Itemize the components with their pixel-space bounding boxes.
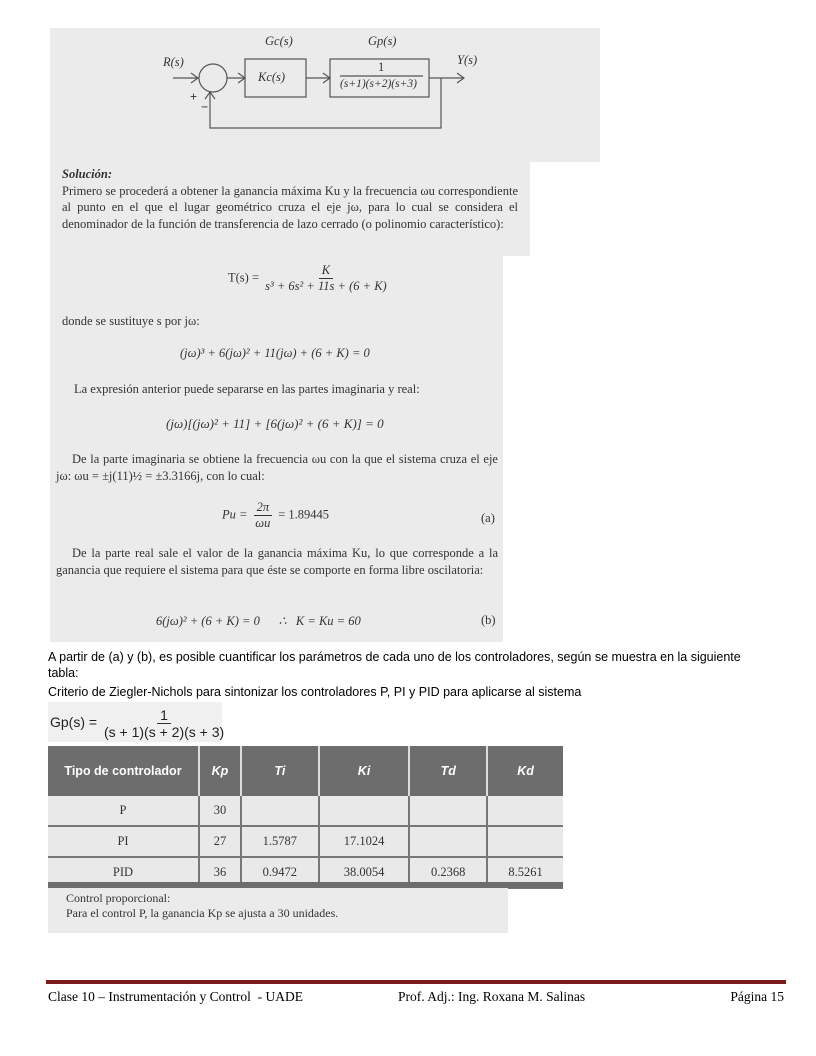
equation-substitution: (jω)³ + 6(jω)² + 11(jω) + (6 + K) = 0	[180, 346, 370, 360]
ziegler-nichols-table	[48, 746, 563, 889]
solution-paragraph-1: Primero se procederá a obtener la ganancia máxima Ku y la frecuencia ωu correspondiente al punto en el que el lugar geométrico cruza el eje jω, para lo cual se considera el denominador de la función de transferencia de lazo cerrado (o polinomio característico):	[62, 183, 518, 231]
cell	[487, 796, 563, 826]
body-paragraph-2: Criterio de Ziegler-Nichols para sintonizar los controladores P, PI y PID para aplicarse al sistema	[48, 685, 582, 699]
header-kd: Kd	[487, 746, 563, 796]
header-kp: Kp	[199, 746, 241, 796]
gp-denominator: (s + 1)(s + 2)(s + 3)	[103, 724, 225, 740]
footer-left: Clase 10 – Instrumentación y Control - UADE	[48, 989, 303, 1004]
cell: 30	[199, 796, 241, 826]
eq-denominator: s³ + 6s² + 11s + (6 + K)	[265, 279, 387, 293]
plant-denominator: (s+1)(s+2)(s+3)	[340, 78, 417, 90]
gp-numerator: 1	[157, 707, 171, 724]
header-ki: Ki	[319, 746, 410, 796]
cell	[319, 796, 410, 826]
cell	[241, 796, 319, 826]
minus-sign: −	[201, 100, 209, 114]
solution-text	[62, 166, 518, 232]
cell: 0.9472	[241, 857, 319, 888]
gp-lhs: Gp(s) =	[50, 714, 98, 731]
gp-formula	[48, 702, 225, 742]
cell: PID	[48, 857, 199, 888]
equation-b: 6(jω)² + (6 + K) = 0 ∴ K = Ku = 60	[156, 614, 361, 628]
solution-paragraph-5: De la parte real sale el valor de la ganancia máxima Ku, lo que corresponde a la ganancia que requiere el sistema para que éste se comporte en forma libre oscilatoria:	[56, 546, 498, 577]
equation-a-tag: (a)	[481, 511, 495, 525]
eq-a-rhs: = 1.89445	[278, 507, 330, 522]
cell: 27	[199, 826, 241, 857]
cell	[409, 826, 487, 857]
eq-numerator: K	[319, 263, 333, 279]
body-paragraph-1: A partir de (a) y (b), es posible cuantificar los parámetros de cada uno de los controladores, según se muestra en la siguiente tabla:	[48, 650, 741, 680]
table-header-row	[48, 746, 563, 796]
plus-sign: +	[190, 90, 198, 104]
header-td: Td	[409, 746, 487, 796]
block-diagram-drawing	[50, 28, 600, 162]
solution-paragraph-4: De la parte imaginaria se obtiene la frecuencia ωu con la que el sistema cruza el eje jω: ωu = ±j(11)½ = ±3.3166j, con lo cual:	[56, 452, 498, 483]
table-row	[48, 796, 563, 826]
cell: 38.0054	[319, 857, 410, 888]
eq-a-lhs: Pu =	[222, 507, 248, 522]
eq-a-numerator: 2π	[254, 500, 273, 516]
solution-heading: Solución:	[62, 167, 113, 181]
eq-a-denominator: ωu	[255, 516, 271, 530]
cell: 0.2368	[409, 857, 487, 888]
table-row	[48, 826, 563, 857]
solution-paragraph-2: donde se sustituye s por jω:	[62, 314, 200, 328]
header-ti: Ti	[241, 746, 319, 796]
caption-line-1: Control proporcional:	[66, 891, 171, 905]
plant-numerator: 1	[378, 60, 385, 74]
block-diagram	[50, 28, 600, 162]
cell: 36	[199, 857, 241, 888]
cell	[409, 796, 487, 826]
footer-center: Prof. Adj.: Ing. Roxana M. Salinas	[398, 989, 586, 1004]
equation-closed-loop	[228, 263, 390, 294]
equation-split: (jω)[(jω)² + 11] + [6(jω)² + (6 + K)] = 0	[166, 416, 384, 431]
eq-lhs: T(s) =	[228, 270, 259, 285]
footer-page-number: Página 15	[730, 989, 784, 1004]
cell: PI	[48, 826, 199, 857]
input-label: R(s)	[163, 55, 184, 69]
cell: 8.5261	[487, 857, 563, 888]
equation-a	[222, 500, 329, 531]
cell: 17.1024	[319, 826, 410, 857]
controller-block-label: Kc(s)	[258, 70, 286, 84]
solution-paragraph-3: La expresión anterior puede separarse en las partes imaginaria y real:	[74, 382, 420, 396]
caption-line-2: Para el control P, la ganancia Kp se ajusta a 30 unidades.	[66, 906, 339, 920]
output-label: Y(s)	[457, 53, 478, 67]
plant-title: Gp(s)	[368, 34, 397, 48]
equation-b-tag: (b)	[481, 613, 496, 627]
caption-scan	[48, 888, 508, 933]
cell: P	[48, 796, 199, 826]
controller-title: Gc(s)	[265, 34, 293, 48]
footer-rule	[46, 980, 786, 984]
header-controller-type: Tipo de controlador	[48, 746, 199, 796]
cell: 1.5787	[241, 826, 319, 857]
cell	[487, 826, 563, 857]
